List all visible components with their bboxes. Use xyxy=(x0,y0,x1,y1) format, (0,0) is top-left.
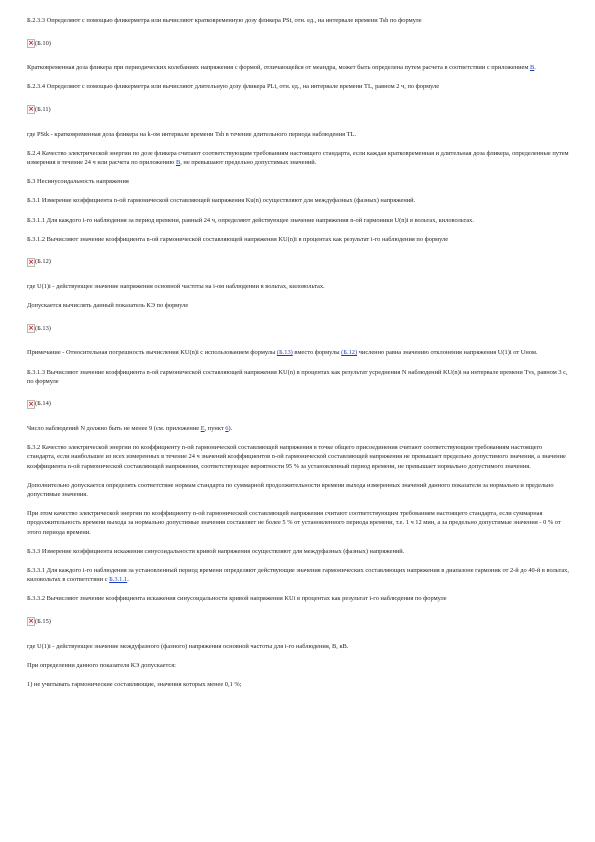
cross-reference-link[interactable]: В xyxy=(530,64,535,72)
cross-reference-link[interactable]: 6 xyxy=(225,425,229,433)
equation-number: (Б.11) xyxy=(35,106,51,113)
paragraph: 1) не учитывать гармонические составляющие, значения которых менее 0,1 %; xyxy=(27,681,242,689)
paragraph: Б.3.1.2 Вычисляют значение коэффициента n-ой гармонической составляющей напряжения KU(n)i в процентах как результат i-го наблюдения по формуле xyxy=(27,235,449,243)
document-body xyxy=(27,16,572,699)
broken-image-x-glyph: × xyxy=(28,38,34,47)
paragraph: Б.3.1.1 Для каждого i-го наблюдения за период времени, равный 24 ч, определяют действующее значение напряжения n-ой гармоники U(n)i в вольтах, киловольтах. xyxy=(27,216,474,224)
equation-number: (Б.10) xyxy=(35,39,51,47)
broken-image-x-glyph: × xyxy=(28,399,34,408)
paragraph: где PStk - кратковременная доза фликера на k-ом интервале времени Tsh в течение длительного периода наблюдения TL. xyxy=(27,130,357,138)
cross-reference-link[interactable]: В xyxy=(175,159,181,167)
broken-image-x-glyph: × xyxy=(28,323,34,332)
equation-number: (Б.14) xyxy=(35,400,51,408)
broken-image-x-glyph: × xyxy=(28,617,34,626)
paragraph-text: , пункт xyxy=(204,425,226,433)
paragraph-text: Б.2.4 Качество электрической энергии по дозе фликера считают соответствующим требованиям настоящего стандарта, если каждая кратковременная и длительная доза фликера, определенные путем измерения в течение 24 ч или расчета по приложению xyxy=(27,149,569,167)
paragraph xyxy=(27,566,572,584)
paragraph: Дополнительно допускается определять соответствие нормам стандарта по суммарной продолжительности времени выхода измеренных значений данного показателя за нормально и предельно допустимые значения. xyxy=(27,481,554,499)
paragraph: Б.2.3.4 Определяют с помощью фликерметра или вычисляют длительную дозу фликера PLt, отн. ед., на интервале времени TL, равном 2 ч, по формуле xyxy=(27,83,440,91)
cross-reference-link[interactable]: Б.3.1.1 xyxy=(109,576,128,584)
formula-row xyxy=(27,320,572,336)
paragraph: Допускается вычислять данный показатель КЭ по формуле xyxy=(27,302,189,310)
paragraph: Б.3.1 Измерение коэффициента n-ой гармонической составляющей напряжения Ku(n) осуществляют для междуфазных (фазных) напряжений. xyxy=(27,197,416,205)
paragraph-text: Число наблюдений N должно быть не менее 9 (см. приложение xyxy=(27,425,201,433)
paragraph-text: вместо формулы xyxy=(292,349,342,357)
paragraph-text: численно равна значению отклонения напряжения U(1)i от Uном. xyxy=(357,349,538,357)
paragraph: Б.3.3 Измерение коэффициента искажения синусоидальности кривой напряжения осуществляют для междуфазных (фазных) напряжений. xyxy=(27,547,405,555)
broken-image-x-glyph: × xyxy=(28,105,34,114)
paragraph xyxy=(27,424,572,433)
formula-row xyxy=(27,396,572,412)
paragraph-text: Примечание - Относительная погрешность вычисления KU(n)i с использованием формулы xyxy=(27,349,277,357)
broken-image-x-glyph: × xyxy=(28,257,34,266)
paragraph-text: Кратковременная доза фликера при периодических колебаниях напряжения с формой, отличающейся от меандра, может быть определена путем расчета в соответствии с приложением xyxy=(27,64,530,72)
paragraph-text: . xyxy=(127,576,129,584)
formula-row xyxy=(27,614,572,630)
broken-image-icon xyxy=(27,105,35,114)
paragraph xyxy=(27,63,572,72)
paragraph-text: ). xyxy=(228,425,233,433)
paragraph: При определении данного показателя КЭ допускается: xyxy=(27,661,176,669)
paragraph: где U(1)i - действующее значение напряжения основной частоты на i-ом наблюдении в вольтах, киловольтах. xyxy=(27,283,325,291)
broken-image-icon xyxy=(27,324,35,333)
cross-reference-link[interactable]: Е xyxy=(200,425,205,433)
broken-image-icon xyxy=(27,400,35,409)
paragraph xyxy=(27,149,572,167)
equation-number: (Б.15) xyxy=(35,618,51,626)
cross-reference-link[interactable]: (Б.12) xyxy=(341,349,358,357)
paragraph: где U(1)i - действующее значение междуфазного (фазного) напряжения основной частоты для i-го наблюдения, В, кВ. xyxy=(27,642,349,650)
cross-reference-link[interactable]: (Б.13) xyxy=(276,349,293,357)
formula-row xyxy=(27,254,572,270)
broken-image-icon xyxy=(27,258,35,267)
equation-number: (Б.12) xyxy=(35,258,51,266)
broken-image-icon xyxy=(27,39,35,48)
paragraph xyxy=(27,348,572,357)
formula-row xyxy=(27,35,572,51)
paragraph: Б.3.1.3 Вычисляют значение коэффициента n-ой гармонической составляющей напряжения KU(n) в процентах как результат усреднения N наблюдений KU(n)i на интервале времени Tvs, равном 3 с, по формуле xyxy=(27,368,568,385)
paragraph: Б.3.2 Качество электрической энергии по коэффициенту n-ой гармонической составляющей напряжения в точке общего присоединения считают соответствующим требованиям настоящего стандарта, если наибольшее из всех измеренных в течение 24 ч значений коэффициентов n-ой гармонической составляющей напряжения не превышает предельно допустимого значения, а значение коэффициента n-ой гармонической составляющей напряжения, соответствующее вероятности 95 % за установленный период времени, не превышает нормально допустимого значения. xyxy=(27,444,566,470)
formula-row xyxy=(27,102,572,118)
paragraph: Б.3 Несинусоидальность напряжения xyxy=(27,178,129,186)
equation-number: (Б.13) xyxy=(35,324,51,332)
paragraph-text: . xyxy=(534,64,536,72)
broken-image-icon xyxy=(27,617,35,626)
paragraph-text: Б.3.3.1 Для каждого i-го наблюдения за установленный период времени определяют действующие значения гармонических составляющих напряжения в диапазоне гармоник от 2-й до 40-й в вольтах, киловольтах в соответствии с xyxy=(27,567,569,584)
paragraph: Б.3.3.2 Вычисляют значение коэффициента искажения синусоидальности кривой напряжения KUi в процентах как результат i-го наблюдения по формуле xyxy=(27,595,447,603)
paragraph-text: , не превышают предельно допустимых значений. xyxy=(180,159,317,167)
paragraph: Б.2.3.3 Определяют с помощью фликерметра или вычисляют кратковременную дозу фликера PSt, отн. ед., на интервале времени Tsh по формуле xyxy=(27,17,422,24)
paragraph: При этом качество электрической энергии по коэффициенту n-ой гармонической составляющей напряжения считают соответствующим требованиям настоящего стандарта, если суммарная продолжительность времени выхода за нормально допустимые значения составляет не более 5 % от установленного периода времени, т.е. 1 ч 12 мин, а за предельно допустимые значения - 0 % от этого периода времени. xyxy=(27,510,561,536)
